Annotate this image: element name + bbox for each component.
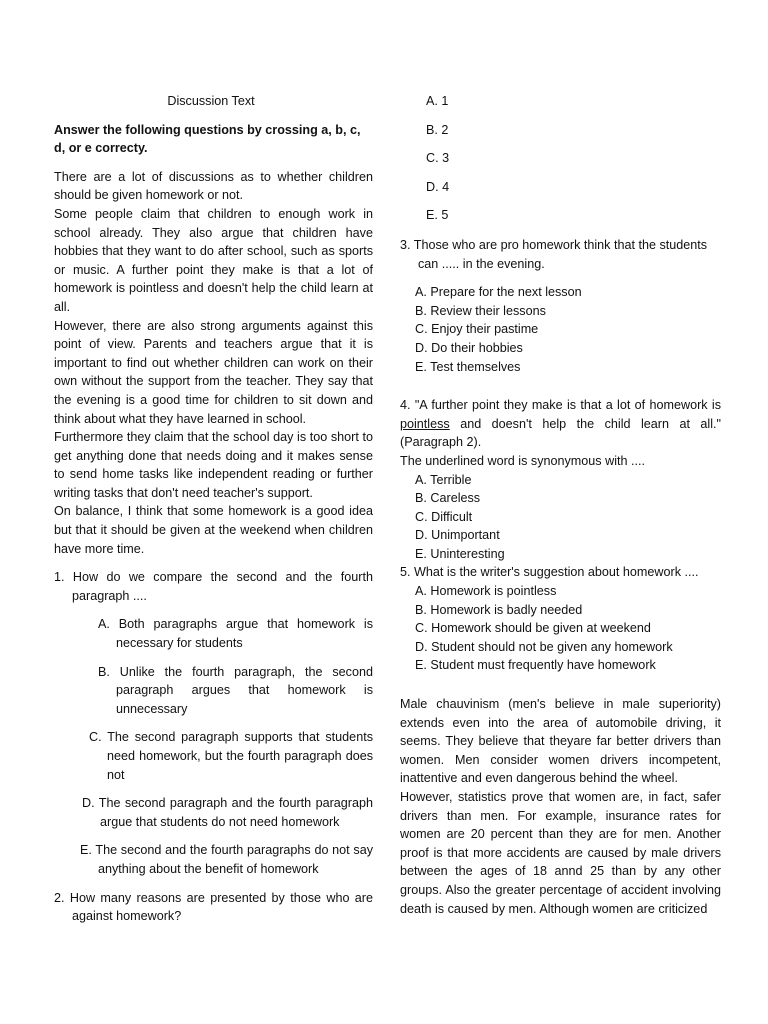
q2-option-e[interactable]: E. 5 <box>426 208 449 223</box>
passage-paragraph-2: Some people claim that children to enough work in school already. They also argue that children have hobbies that they want to do after school, such as sports or music. A further point they make is that a lot of homework is pointless and doesn't help the child learn at all. <box>54 206 373 314</box>
q4-option-e[interactable]: E. Uninteresting <box>415 546 505 561</box>
q3-option-d[interactable]: D. Do their hobbies <box>415 340 523 355</box>
document-title: Discussion Text <box>167 94 255 108</box>
q5-option-b[interactable]: B. Homework is badly needed <box>415 602 583 617</box>
passage-paragraph-3: However, there are also strong arguments against this point of view. Parents and teachers argue that it is important to find out whether children can work on their own without the support from the teacher. They say that the evening is a good time for children to sit down and think about what they have learned in school. <box>54 318 373 426</box>
q2-option-a[interactable]: A. 1 <box>426 94 449 108</box>
q2-option-d[interactable]: D. 4 <box>426 179 450 194</box>
right-column <box>400 92 721 918</box>
q2-option-c[interactable]: C. 3 <box>426 151 450 166</box>
question-1: 1. How do we compare the second and the fourth paragraph .... <box>54 570 373 603</box>
q4-prompt: The underlined word is synonymous with .... <box>400 453 645 468</box>
q4-quote-after: and doesn't help the child learn at all." (Paragraph 2). <box>400 416 721 450</box>
q4-underlined-word: pointless <box>400 416 450 431</box>
question-5: 5. What is the writer's suggestion about homework .... <box>400 565 699 580</box>
q4-option-d[interactable]: D. Unimportant <box>415 528 500 543</box>
q5-option-e[interactable]: E. Student must frequently have homework <box>415 658 656 673</box>
q4-option-c[interactable]: C. Difficult <box>415 509 473 524</box>
passage-paragraph-4: Furthermore they claim that the school day is too short to get anything done that needs doing and it makes sense to send home tasks like independent reading or further writing tasks that don't need teacher's support. <box>54 430 373 500</box>
q4-quote-before: 4. "A further point they make is that a lot of homework is <box>400 398 721 413</box>
q5-option-a[interactable]: A. Homework is pointless <box>415 584 557 599</box>
q1-option-a[interactable]: A. Both paragraphs argue that homework is necessary for students <box>98 617 373 651</box>
q2-option-b[interactable]: B. 2 <box>426 122 449 137</box>
q5-option-d[interactable]: D. Student should not be given any homework <box>415 639 673 654</box>
q1-option-e[interactable]: E. The second and the fourth paragraphs do not say anything about the benefit of homework <box>80 843 373 876</box>
q5-option-c[interactable]: C. Homework should be given at weekend <box>415 621 651 636</box>
q3-option-b[interactable]: B. Review their lessons <box>415 303 546 318</box>
q3-option-c[interactable]: C. Enjoy their pastime <box>415 322 539 337</box>
passage2-paragraph-1: Male chauvinism (men's believe in male superiority) extends even into the area of automobile driving, it seems. They believe that theyare far better drivers than women. Men consider women drivers incompetent, inattentive and even dangerous behind the wheel. <box>400 697 721 786</box>
q4-option-a[interactable]: A. Terrible <box>415 472 472 487</box>
passage-paragraph-5: On balance, I think that some homework is a good idea but that it should be given at the weekend when children have more time. <box>54 504 373 556</box>
q1-option-b[interactable]: B. Unlike the fourth paragraph, the second paragraph argues that homework is unnecessary <box>98 664 373 716</box>
q1-option-c[interactable]: C. The second paragraph supports that students need homework, but the fourth paragraph does not <box>89 730 373 782</box>
q3-option-e[interactable]: E. Test themselves <box>415 359 521 374</box>
q1-option-d[interactable]: D. The second paragraph and the fourth paragraph argue that students do not need homework <box>82 796 373 829</box>
passage-paragraph-1: There are a lot of discussions as to whether children should be given homework or not. <box>54 169 373 203</box>
instruction: Answer the following questions by crossing a, b, c, d, or e correcty. <box>54 122 361 156</box>
question-2: 2. How many reasons are presented by those who are against homework? <box>54 890 373 924</box>
question-3: 3. Those who are pro homework think that the students can ..... in the evening. <box>400 237 708 271</box>
q3-option-a[interactable]: A. Prepare for the next lesson <box>415 285 582 300</box>
q4-option-b[interactable]: B. Careless <box>415 491 481 506</box>
left-column <box>54 92 373 926</box>
question-4 <box>400 396 721 452</box>
passage2-paragraph-2: However, statistics prove that women are, in fact, safer drivers than men. For example, insurance rates for women are 20 percent than they are for men. Another proof is that more accidents are caused by male drivers between the ages of 18 annd 25 than by any other groups. Also the greater percentage of accident involving death is caused by men. Although women are criticized <box>400 790 721 916</box>
